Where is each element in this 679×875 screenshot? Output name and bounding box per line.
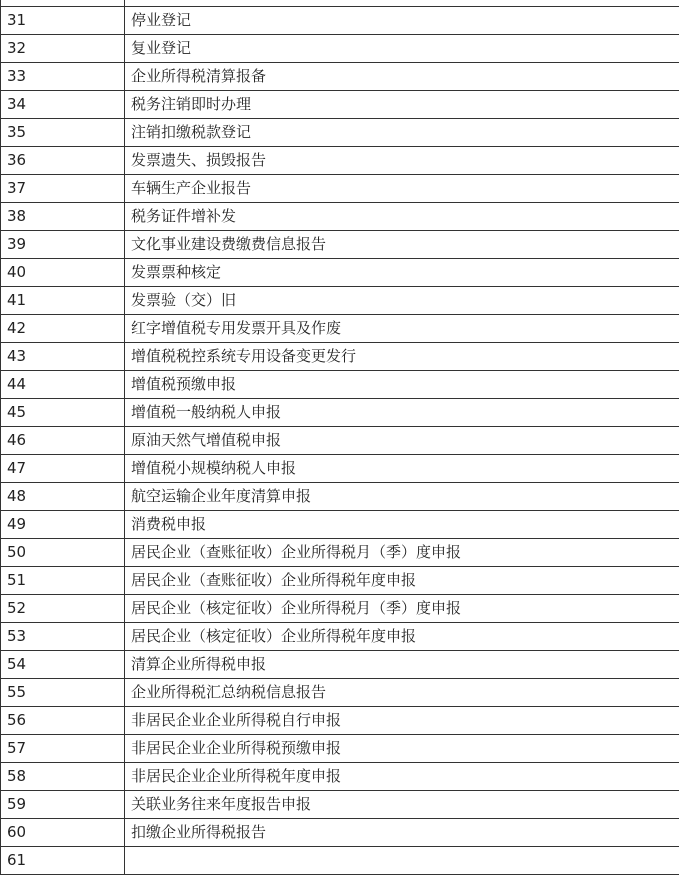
row-number-cell: 50 <box>1 539 125 567</box>
row-number-cell: 37 <box>1 175 125 203</box>
row-number-cell: 44 <box>1 371 125 399</box>
table-row <box>1 427 679 455</box>
row-number-cell: 40 <box>1 259 125 287</box>
table-row <box>1 371 679 399</box>
table-row <box>1 455 679 483</box>
row-number-cell: 41 <box>1 287 125 315</box>
table-row <box>1 791 679 819</box>
row-number-cell: 43 <box>1 343 125 371</box>
table-row <box>1 287 679 315</box>
table-row <box>1 679 679 707</box>
item-name-cell: 居民企业（核定征收）企业所得税月（季）度申报 <box>125 595 679 623</box>
table-row <box>1 147 679 175</box>
item-name-cell: 税务证件增补发 <box>125 203 679 231</box>
row-number-cell: 53 <box>1 623 125 651</box>
table-body <box>1 0 679 875</box>
row-number-cell: 46 <box>1 427 125 455</box>
item-name-cell: 航空运输企业年度清算申报 <box>125 483 679 511</box>
item-name-cell: 增值税一般纳税人申报 <box>125 399 679 427</box>
table-row <box>1 707 679 735</box>
row-number-cell: 48 <box>1 483 125 511</box>
row-number-cell: 58 <box>1 763 125 791</box>
item-name-cell: 文化事业建设费缴费信息报告 <box>125 231 679 259</box>
item-name-cell: 居民企业（核定征收）企业所得税年度申报 <box>125 623 679 651</box>
row-number-cell: 52 <box>1 595 125 623</box>
item-name-cell: 增值税小规模纳税人申报 <box>125 455 679 483</box>
table-row <box>1 203 679 231</box>
table-row <box>1 763 679 791</box>
row-number-cell: 42 <box>1 315 125 343</box>
row-number-cell: 32 <box>1 35 125 63</box>
item-name-cell: 非居民企业企业所得税预缴申报 <box>125 735 679 763</box>
item-name-cell <box>125 847 679 875</box>
table-row <box>1 735 679 763</box>
item-name-cell: 原油天然气增值税申报 <box>125 427 679 455</box>
table-row <box>1 35 679 63</box>
table-row <box>1 399 679 427</box>
table-row <box>1 651 679 679</box>
item-name-cell: 停业登记 <box>125 7 679 35</box>
item-name-cell: 居民企业（查账征收）企业所得税月（季）度申报 <box>125 539 679 567</box>
item-name-cell: 非居民企业企业所得税年度申报 <box>125 763 679 791</box>
row-number-cell: 49 <box>1 511 125 539</box>
item-name-cell: 清算企业所得税申报 <box>125 651 679 679</box>
row-number-cell: 57 <box>1 735 125 763</box>
table-row <box>1 91 679 119</box>
table-row <box>1 7 679 35</box>
item-name-cell: 红字增值税专用发票开具及作废 <box>125 315 679 343</box>
item-name-cell: 企业所得税汇总纳税信息报告 <box>125 679 679 707</box>
row-number-cell: 34 <box>1 91 125 119</box>
table-row <box>1 511 679 539</box>
table-row <box>1 63 679 91</box>
item-name-cell: 扣缴企业所得税报告 <box>125 819 679 847</box>
row-number-cell: 39 <box>1 231 125 259</box>
item-name-cell: 消费税申报 <box>125 511 679 539</box>
item-name-cell: 税务注销即时办理 <box>125 91 679 119</box>
table-row <box>1 119 679 147</box>
table-row <box>1 847 679 875</box>
item-name-cell: 车辆生产企业报告 <box>125 175 679 203</box>
item-name-cell: 非居民企业企业所得税自行申报 <box>125 707 679 735</box>
table-row <box>1 259 679 287</box>
row-number-cell: 51 <box>1 567 125 595</box>
item-name-cell: 增值税预缴申报 <box>125 371 679 399</box>
row-number-cell: 59 <box>1 791 125 819</box>
item-name-cell: 居民企业（查账征收）企业所得税年度申报 <box>125 567 679 595</box>
row-number-cell: 33 <box>1 63 125 91</box>
row-number-cell: 55 <box>1 679 125 707</box>
row-number-cell: 61 <box>1 847 125 875</box>
table-row <box>1 819 679 847</box>
table-row <box>1 595 679 623</box>
table-row <box>1 567 679 595</box>
item-name-cell: 复业登记 <box>125 35 679 63</box>
row-number-cell: 31 <box>1 7 125 35</box>
table-row <box>1 175 679 203</box>
item-name-cell: 发票票种核定 <box>125 259 679 287</box>
table-row <box>1 483 679 511</box>
row-number-cell: 60 <box>1 819 125 847</box>
row-number-cell: 56 <box>1 707 125 735</box>
table-row <box>1 343 679 371</box>
item-name-cell: 发票遗失、损毁报告 <box>125 147 679 175</box>
table-row <box>1 315 679 343</box>
item-name-cell: 企业所得税清算报备 <box>125 63 679 91</box>
row-number-cell: 36 <box>1 147 125 175</box>
table-row <box>1 539 679 567</box>
row-number-cell: 38 <box>1 203 125 231</box>
table-row <box>1 231 679 259</box>
item-name-cell: 增值税税控系统专用设备变更发行 <box>125 343 679 371</box>
row-number-cell: 45 <box>1 399 125 427</box>
item-name-cell: 发票验（交）旧 <box>125 287 679 315</box>
item-name-cell: 关联业务往来年度报告申报 <box>125 791 679 819</box>
item-name-cell: 注销扣缴税款登记 <box>125 119 679 147</box>
row-number-cell: 35 <box>1 119 125 147</box>
row-number-cell: 54 <box>1 651 125 679</box>
table-row <box>1 623 679 651</box>
row-number-cell: 47 <box>1 455 125 483</box>
